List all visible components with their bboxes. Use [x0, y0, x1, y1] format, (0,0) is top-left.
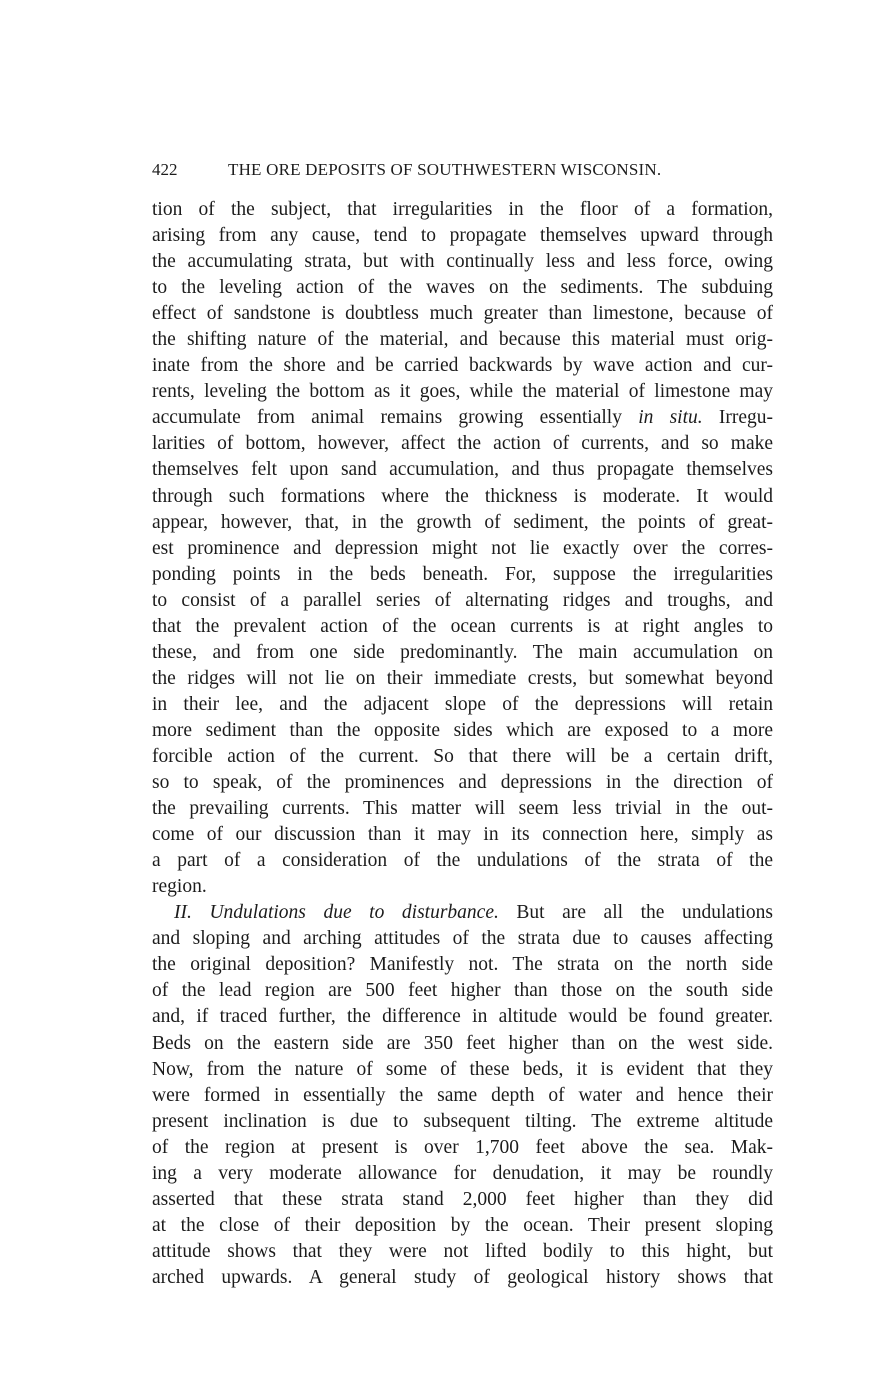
section-2 [152, 900, 773, 1291]
text-line: present inclination is due to subsequent tilting. The extreme altitude [152, 1110, 773, 1132]
text-line: and sloping and arching attitudes of the strata due to causes affecting [152, 928, 773, 950]
text-line: of the lead region are 500 feet higher than those on the south side [152, 980, 773, 1002]
text-line: region. [152, 876, 207, 898]
page-number: 422 [152, 160, 178, 179]
line-text: Irregu- [702, 407, 774, 429]
text-line: forcible action of the current. So that there will be a certain drift, [152, 745, 773, 767]
line-text: But are all the undulations [498, 902, 773, 924]
text-line: in their lee, and the adjacent slope of the depressions will retain [152, 693, 773, 715]
text-line: were formed in essentially the same depth of water and hence their [152, 1084, 773, 1106]
text-line: ponding points in the beds beneath. For, suppose the irregularities [152, 563, 773, 585]
text-line: more sediment than the opposite sides which are exposed to a more [152, 719, 773, 741]
emphasis-in-situ: in situ. [638, 407, 703, 429]
section-title: Undulations due to disturbance. [209, 902, 499, 924]
text-line: themselves felt upon sand accumulation, and thus propagate themselves [152, 459, 773, 481]
text-line: arched upwards. A general study of geological history shows that [152, 1266, 773, 1288]
text-line: est prominence and depression might not lie exactly over the corres- [152, 537, 773, 559]
paragraph-1 [152, 197, 773, 900]
text-line: larities of bottom, however, affect the action of currents, and so make [152, 433, 773, 455]
text-line: and, if traced further, the difference in altitude would be found greater. [152, 1006, 773, 1028]
text-line: at the close of their deposition by the ocean. Their present sloping [152, 1214, 773, 1236]
text-line: the prevailing currents. This matter will seem less trivial in the out- [152, 798, 773, 820]
text-line: the original deposition? Manifestly not. The strata on the north side [152, 954, 773, 976]
text-line: the ridges will not lie on their immediate crests, but somewhat beyond [152, 667, 773, 689]
text-line: Beds on the eastern side are 350 feet higher than on the west side. [152, 1032, 773, 1054]
text-line: that the prevalent action of the ocean currents is at right angles to [152, 615, 773, 637]
text-line-with-emphasis [152, 405, 773, 431]
text-line: come of our discussion than it may in its connection here, simply as [152, 824, 773, 846]
text-line: tion of the subject, that irregularities in the floor of a formation, [152, 199, 773, 220]
text-line: inate from the shore and be carried backwards by wave action and cur- [152, 355, 773, 377]
text-line: the shifting nature of the material, and because this material must orig- [152, 329, 773, 351]
text-line: a part of a consideration of the undulations of the strata of the [152, 850, 773, 872]
text-line: effect of sandstone is doubtless much greater than limestone, because of [152, 303, 773, 325]
running-title: THE ORE DEPOSITS OF SOUTHWESTERN WISCONSIN. [228, 160, 662, 179]
text-line: appear, however, that, in the growth of sediment, the points of great- [152, 511, 773, 533]
text-line: to consist of a parallel series of alternating ridges and troughs, and [152, 589, 773, 611]
text-line: arising from any cause, tend to propagate themselves upward through [152, 225, 773, 247]
text-line: these, and from one side predominantly. The main accumulation on [152, 641, 773, 663]
section-number: II. [174, 902, 192, 924]
text-line: of the region at present is over 1,700 feet above the sea. Mak- [152, 1136, 773, 1158]
line-text: accumulate from animal remains growing essentially [152, 407, 639, 429]
body-text [152, 197, 773, 1291]
text-line: so to speak, of the prominences and depressions in the direction of [152, 772, 773, 794]
section-heading-line [152, 900, 773, 926]
running-head [152, 158, 772, 182]
text-line: ing a very moderate allowance for denudation, it may be roundly [152, 1162, 773, 1184]
text-line: Now, from the nature of some of these beds, it is evident that they [152, 1058, 773, 1080]
text-line: rents, leveling the bottom as it goes, while the material of limestone may [152, 381, 773, 403]
text-line: to the leveling action of the waves on the sediments. The subduing [152, 277, 773, 299]
text-line: the accumulating strata, but with continually less and less force, owing [152, 251, 773, 273]
text-line: asserted that these strata stand 2,000 feet higher than they did [152, 1188, 773, 1210]
text-line: through such formations where the thickness is moderate. It would [152, 485, 773, 507]
text-line: attitude shows that they were not lifted bodily to this hight, but [152, 1240, 773, 1262]
